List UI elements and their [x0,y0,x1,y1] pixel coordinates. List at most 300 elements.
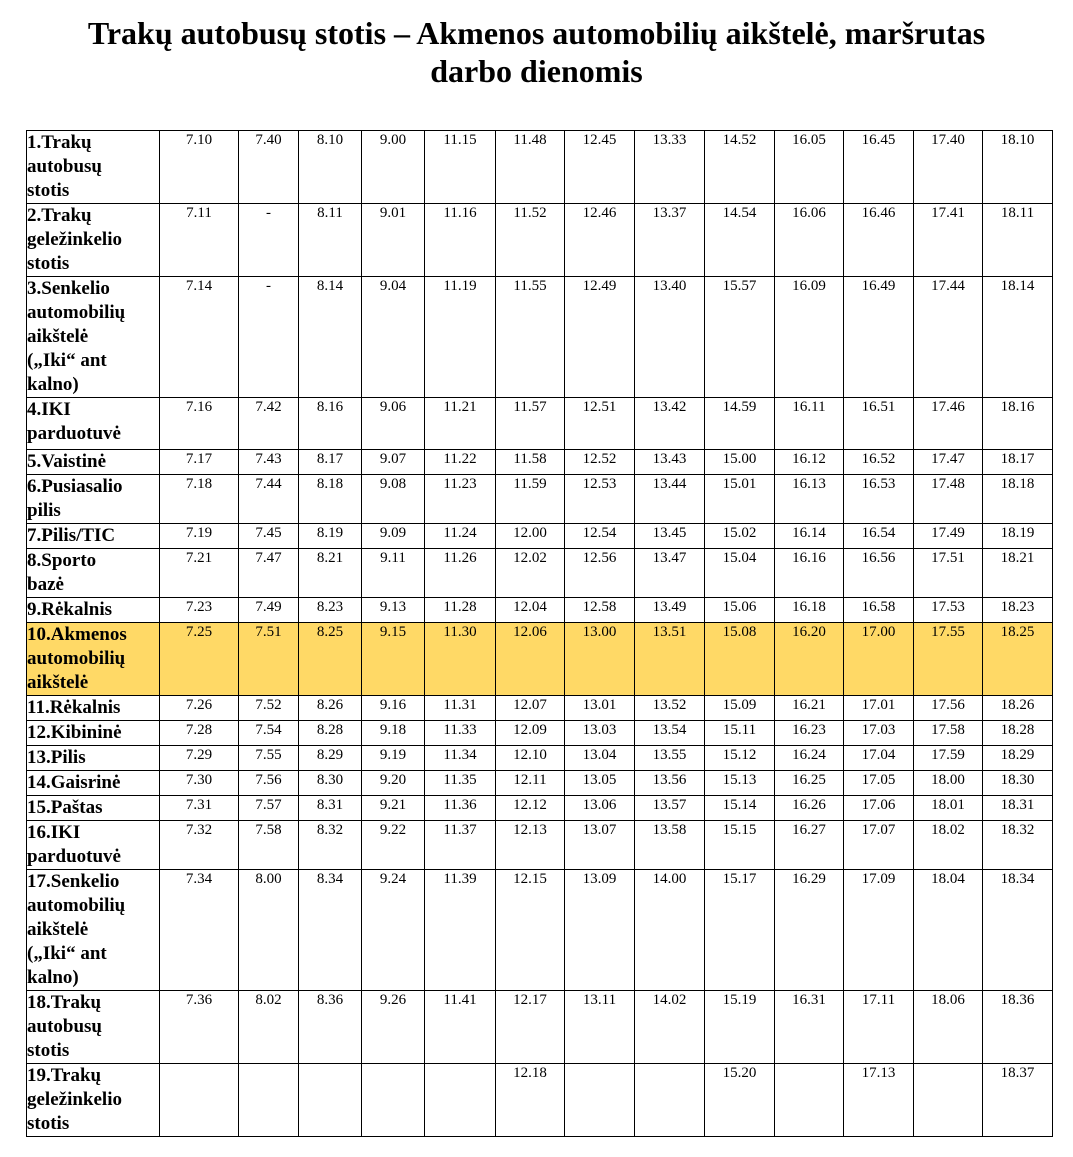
departure-time-cell: 18.16 [983,398,1053,450]
departure-time-cell: 16.25 [775,771,844,796]
table-row [27,696,1053,721]
departure-time-cell: 13.03 [565,721,635,746]
departure-time-cell: 7.44 [239,475,299,524]
departure-time-cell: 7.10 [160,131,239,204]
departure-time-cell: 12.17 [496,991,565,1064]
departure-time-cell: 18.21 [983,549,1053,598]
stop-name-line: 13.Pilis [27,747,86,768]
departure-time-cell: 12.09 [496,721,565,746]
departure-time-cell: 7.16 [160,398,239,450]
departure-time-cell: 8.19 [299,524,362,549]
departure-time-cell: 16.13 [775,475,844,524]
departure-time-cell: 9.20 [362,771,425,796]
stop-name-cell [27,991,160,1064]
departure-time-cell: 7.42 [239,398,299,450]
departure-time-cell: 18.34 [983,870,1053,991]
departure-time-cell: 16.16 [775,549,844,598]
departure-time-cell: 12.18 [496,1064,565,1137]
departure-time-cell: 7.47 [239,549,299,598]
departure-time-cell: 9.26 [362,991,425,1064]
departure-time-cell: 12.52 [565,450,635,475]
departure-time-cell: 18.19 [983,524,1053,549]
departure-time-cell: 18.17 [983,450,1053,475]
departure-time-cell: 13.04 [565,746,635,771]
stop-name-line: parduotuvė [27,846,121,867]
stop-name-line: bazė [27,574,64,595]
departure-time-cell: 18.28 [983,721,1053,746]
departure-time-cell: 9.21 [362,796,425,821]
departure-time-cell: 11.28 [425,598,496,623]
departure-time-cell: 8.25 [299,623,362,696]
departure-time-cell: 11.59 [496,475,565,524]
departure-time-cell: 11.22 [425,450,496,475]
stop-name-line: aikštelė [27,326,89,347]
departure-time-cell: 17.13 [844,1064,914,1137]
stop-name-cell [27,131,160,204]
departure-time-cell: 9.13 [362,598,425,623]
departure-time-cell: 16.18 [775,598,844,623]
table-row [27,821,1053,870]
departure-time-cell: 17.04 [844,746,914,771]
table-row [27,598,1053,623]
departure-time-cell: 15.12 [705,746,775,771]
departure-time-cell: 8.10 [299,131,362,204]
departure-time-cell: 18.18 [983,475,1053,524]
departure-time-cell: 13.45 [635,524,705,549]
departure-time-cell: 8.36 [299,991,362,1064]
departure-time-cell: 18.01 [914,796,983,821]
departure-time-cell: 7.58 [239,821,299,870]
departure-time-cell: 11.23 [425,475,496,524]
departure-time-cell: 7.56 [239,771,299,796]
departure-time-cell: 14.52 [705,131,775,204]
departure-time-cell [565,1064,635,1137]
departure-time-cell [160,1064,239,1137]
table-row [27,475,1053,524]
departure-time-cell: 11.52 [496,204,565,277]
stop-name-cell [27,450,160,475]
departure-time-cell: 16.20 [775,623,844,696]
departure-time-cell: 11.31 [425,696,496,721]
stop-name-line: geležinkelio [27,229,122,250]
departure-time-cell: 7.30 [160,771,239,796]
departure-time-cell: 12.04 [496,598,565,623]
departure-time-cell: 12.49 [565,277,635,398]
departure-time-cell: 16.49 [844,277,914,398]
stop-name-line: 2.Trakų [27,205,92,226]
departure-time-cell: 11.41 [425,991,496,1064]
departure-time-cell: 7.32 [160,821,239,870]
departure-time-cell: 14.00 [635,870,705,991]
departure-time-cell: 13.09 [565,870,635,991]
departure-time-cell [914,1064,983,1137]
departure-time-cell: 16.23 [775,721,844,746]
departure-time-cell: 17.07 [844,821,914,870]
stop-name-line: parduotuvė [27,423,121,444]
departure-time-cell: 13.52 [635,696,705,721]
title-line-1: Trakų autobusų stotis – Akmenos automobilių aikštelė, maršrutas [87,15,986,51]
departure-time-cell: 15.11 [705,721,775,746]
departure-time-cell: 13.00 [565,623,635,696]
departure-time-cell: 13.07 [565,821,635,870]
departure-time-cell: 7.28 [160,721,239,746]
departure-time-cell: 15.13 [705,771,775,796]
departure-time-cell: 11.35 [425,771,496,796]
departure-time-cell: 15.01 [705,475,775,524]
stop-name-line: autobusų [27,1016,102,1037]
departure-time-cell: 11.34 [425,746,496,771]
stop-name-line: kalno) [27,374,79,395]
departure-time-cell: 17.44 [914,277,983,398]
departure-time-cell: 17.59 [914,746,983,771]
timetable-body [27,131,1053,1137]
stop-name-line: 5.Vaistinė [27,451,107,472]
departure-time-cell: 16.46 [844,204,914,277]
departure-time-cell: 14.54 [705,204,775,277]
departure-time-cell: 18.36 [983,991,1053,1064]
stop-name-cell [27,696,160,721]
stop-name-cell [27,204,160,277]
departure-time-cell: 7.31 [160,796,239,821]
departure-time-cell: 11.19 [425,277,496,398]
departure-time-cell: 16.11 [775,398,844,450]
departure-time-cell: 11.33 [425,721,496,746]
stop-name-line: automobilių [27,302,126,323]
departure-time-cell: 13.33 [635,131,705,204]
departure-time-cell: 18.14 [983,277,1053,398]
departure-time-cell: 7.17 [160,450,239,475]
departure-time-cell: 9.07 [362,450,425,475]
stop-name-line: 6.Pusiasalio [27,476,123,497]
departure-time-cell: 15.06 [705,598,775,623]
departure-time-cell: 17.03 [844,721,914,746]
table-row [27,796,1053,821]
departure-time-cell: 9.08 [362,475,425,524]
departure-time-cell [299,1064,362,1137]
departure-time-cell: 9.18 [362,721,425,746]
departure-time-cell: 13.57 [635,796,705,821]
departure-time-cell: 15.17 [705,870,775,991]
stop-name-line: 16.IKI [27,822,81,843]
table-row [27,721,1053,746]
stop-name-line: 9.Rėkalnis [27,599,112,620]
departure-time-cell: 9.15 [362,623,425,696]
departure-time-cell: 14.59 [705,398,775,450]
table-row [27,623,1053,696]
stop-name-line: 17.Senkelio [27,871,120,892]
departure-time-cell: 18.11 [983,204,1053,277]
stop-name-line: („Iki“ ant [27,943,107,964]
departure-time-cell: 15.20 [705,1064,775,1137]
departure-time-cell: 12.06 [496,623,565,696]
departure-time-cell: 17.11 [844,991,914,1064]
stop-name-cell [27,1064,160,1137]
departure-time-cell: 12.58 [565,598,635,623]
departure-time-cell: 11.24 [425,524,496,549]
departure-time-cell: 9.11 [362,549,425,598]
departure-time-cell: 13.56 [635,771,705,796]
stop-name-line: autobusų [27,156,102,177]
stop-name-line: 14.Gaisrinė [27,772,121,793]
departure-time-cell: 8.26 [299,696,362,721]
departure-time-cell: 17.49 [914,524,983,549]
stop-name-line: kalno) [27,967,79,988]
stop-name-cell [27,870,160,991]
table-row [27,204,1053,277]
departure-time-cell: 16.52 [844,450,914,475]
table-row [27,746,1053,771]
departure-time-cell: 13.06 [565,796,635,821]
departure-time-cell: 8.16 [299,398,362,450]
departure-time-cell: 11.30 [425,623,496,696]
departure-time-cell: 8.23 [299,598,362,623]
departure-time-cell: 11.37 [425,821,496,870]
departure-time-cell: 17.00 [844,623,914,696]
departure-time-cell: 12.15 [496,870,565,991]
departure-time-cell: 13.01 [565,696,635,721]
stop-name-line: 4.IKI [27,399,71,420]
departure-time-cell: 12.53 [565,475,635,524]
departure-time-cell: 16.26 [775,796,844,821]
table-row [27,771,1053,796]
departure-time-cell: 17.55 [914,623,983,696]
departure-time-cell: 7.52 [239,696,299,721]
departure-time-cell: 15.15 [705,821,775,870]
departure-time-cell: 7.54 [239,721,299,746]
departure-time-cell [635,1064,705,1137]
departure-time-cell: 7.55 [239,746,299,771]
stop-name-cell [27,475,160,524]
departure-time-cell: 12.11 [496,771,565,796]
departure-time-cell: 7.29 [160,746,239,771]
stop-name-line: 3.Senkelio [27,278,110,299]
departure-time-cell: 15.57 [705,277,775,398]
table-row [27,524,1053,549]
stop-name-line: automobilių [27,895,126,916]
departure-time-cell: 18.31 [983,796,1053,821]
departure-time-cell: 7.36 [160,991,239,1064]
departure-time-cell: 17.40 [914,131,983,204]
departure-time-cell: 12.10 [496,746,565,771]
departure-time-cell: 18.37 [983,1064,1053,1137]
departure-time-cell: 13.40 [635,277,705,398]
stop-name-line: 8.Sporto [27,550,97,571]
departure-time-cell: 8.34 [299,870,362,991]
departure-time-cell: 7.11 [160,204,239,277]
departure-time-cell: 16.58 [844,598,914,623]
departure-time-cell: 8.30 [299,771,362,796]
stop-name-line: 1.Trakų [27,132,92,153]
departure-time-cell: 18.26 [983,696,1053,721]
stop-name-line: stotis [27,1113,70,1134]
stop-name-line: automobilių [27,648,126,669]
stop-name-cell [27,623,160,696]
departure-time-cell: 12.07 [496,696,565,721]
departure-time-cell [239,1064,299,1137]
departure-time-cell: 12.56 [565,549,635,598]
departure-time-cell: 17.56 [914,696,983,721]
departure-time-cell: 7.40 [239,131,299,204]
departure-time-cell: 13.49 [635,598,705,623]
stop-name-cell [27,721,160,746]
departure-time-cell: 7.49 [239,598,299,623]
departure-time-cell: 17.09 [844,870,914,991]
departure-time-cell: 13.11 [565,991,635,1064]
departure-time-cell: 8.00 [239,870,299,991]
stop-name-line: 12.Kibininė [27,722,122,743]
departure-time-cell: 7.57 [239,796,299,821]
departure-time-cell [425,1064,496,1137]
departure-time-cell: 11.55 [496,277,565,398]
stop-name-line: geležinkelio [27,1089,122,1110]
departure-time-cell: 9.16 [362,696,425,721]
departure-time-cell: 14.02 [635,991,705,1064]
departure-time-cell: 13.43 [635,450,705,475]
departure-time-cell: - [239,277,299,398]
departure-time-cell: 9.04 [362,277,425,398]
departure-time-cell [775,1064,844,1137]
departure-time-cell: 9.01 [362,204,425,277]
stop-name-line: stotis [27,180,70,201]
departure-time-cell: 8.31 [299,796,362,821]
departure-time-cell: 17.47 [914,450,983,475]
departure-time-cell: 9.09 [362,524,425,549]
departure-time-cell: 17.48 [914,475,983,524]
departure-time-cell: 15.19 [705,991,775,1064]
departure-time-cell: 15.08 [705,623,775,696]
departure-time-cell: 11.57 [496,398,565,450]
departure-time-cell: 16.51 [844,398,914,450]
table-row [27,398,1053,450]
departure-time-cell: 17.06 [844,796,914,821]
departure-time-cell: 16.56 [844,549,914,598]
departure-time-cell: 16.14 [775,524,844,549]
departure-time-cell: 15.04 [705,549,775,598]
departure-time-cell: 16.21 [775,696,844,721]
departure-time-cell: 18.00 [914,771,983,796]
stop-name-line: pilis [27,500,61,521]
stop-name-cell [27,398,160,450]
departure-time-cell: 16.24 [775,746,844,771]
departure-time-cell: 13.58 [635,821,705,870]
departure-time-cell: 12.12 [496,796,565,821]
table-row [27,450,1053,475]
departure-time-cell: 13.44 [635,475,705,524]
departure-time-cell [362,1064,425,1137]
departure-time-cell: 18.23 [983,598,1053,623]
stop-name-cell [27,796,160,821]
departure-time-cell: 7.23 [160,598,239,623]
departure-time-cell: 15.09 [705,696,775,721]
departure-time-cell: 17.46 [914,398,983,450]
stop-name-cell [27,598,160,623]
stop-name-line: 15.Paštas [27,797,103,818]
departure-time-cell: 16.54 [844,524,914,549]
departure-time-cell: 8.21 [299,549,362,598]
departure-time-cell: 9.19 [362,746,425,771]
departure-time-cell: 7.25 [160,623,239,696]
departure-time-cell: 12.51 [565,398,635,450]
departure-time-cell: 8.17 [299,450,362,475]
departure-time-cell: 12.00 [496,524,565,549]
departure-time-cell: - [239,204,299,277]
departure-time-cell: 18.32 [983,821,1053,870]
departure-time-cell: 15.00 [705,450,775,475]
departure-time-cell: 16.53 [844,475,914,524]
departure-time-cell: 16.27 [775,821,844,870]
stop-name-line: 19.Trakų [27,1065,102,1086]
table-row [27,131,1053,204]
departure-time-cell: 16.31 [775,991,844,1064]
departure-time-cell: 16.45 [844,131,914,204]
stop-name-line: („Iki“ ant [27,350,107,371]
departure-time-cell: 18.10 [983,131,1053,204]
departure-time-cell: 11.39 [425,870,496,991]
departure-time-cell: 18.29 [983,746,1053,771]
departure-time-cell: 13.05 [565,771,635,796]
departure-time-cell: 8.14 [299,277,362,398]
departure-time-cell: 12.54 [565,524,635,549]
departure-time-cell: 8.02 [239,991,299,1064]
table-row [27,1064,1053,1137]
departure-time-cell: 16.05 [775,131,844,204]
departure-time-cell: 12.46 [565,204,635,277]
stop-name-cell [27,549,160,598]
departure-time-cell: 7.26 [160,696,239,721]
departure-time-cell: 17.01 [844,696,914,721]
stop-name-cell [27,277,160,398]
departure-time-cell: 12.45 [565,131,635,204]
departure-time-cell: 17.53 [914,598,983,623]
table-row [27,870,1053,991]
departure-time-cell: 11.15 [425,131,496,204]
departure-time-cell: 16.09 [775,277,844,398]
departure-time-cell: 15.02 [705,524,775,549]
departure-time-cell: 11.21 [425,398,496,450]
departure-time-cell: 13.55 [635,746,705,771]
departure-time-cell: 18.04 [914,870,983,991]
stop-name-cell [27,524,160,549]
stop-name-line: aikštelė [27,919,89,940]
table-row [27,277,1053,398]
stop-name-line: aikštelė [27,672,89,693]
departure-time-cell: 15.14 [705,796,775,821]
departure-time-cell: 13.51 [635,623,705,696]
departure-time-cell: 7.14 [160,277,239,398]
departure-time-cell: 8.28 [299,721,362,746]
departure-time-cell: 11.16 [425,204,496,277]
departure-time-cell: 8.29 [299,746,362,771]
timetable [26,130,1053,1137]
stop-name-line: stotis [27,1040,70,1061]
departure-time-cell: 16.06 [775,204,844,277]
departure-time-cell: 7.21 [160,549,239,598]
departure-time-cell: 7.43 [239,450,299,475]
title-line-2: darbo dienomis [430,53,643,89]
departure-time-cell: 17.41 [914,204,983,277]
departure-time-cell: 18.25 [983,623,1053,696]
departure-time-cell: 7.18 [160,475,239,524]
departure-time-cell: 17.58 [914,721,983,746]
stop-name-line: 11.Rėkalnis [27,697,121,718]
departure-time-cell: 16.29 [775,870,844,991]
stop-name-line: 18.Trakų [27,992,102,1013]
departure-time-cell: 11.26 [425,549,496,598]
departure-time-cell: 9.06 [362,398,425,450]
page-title [0,14,1073,90]
departure-time-cell: 18.30 [983,771,1053,796]
departure-time-cell: 16.12 [775,450,844,475]
